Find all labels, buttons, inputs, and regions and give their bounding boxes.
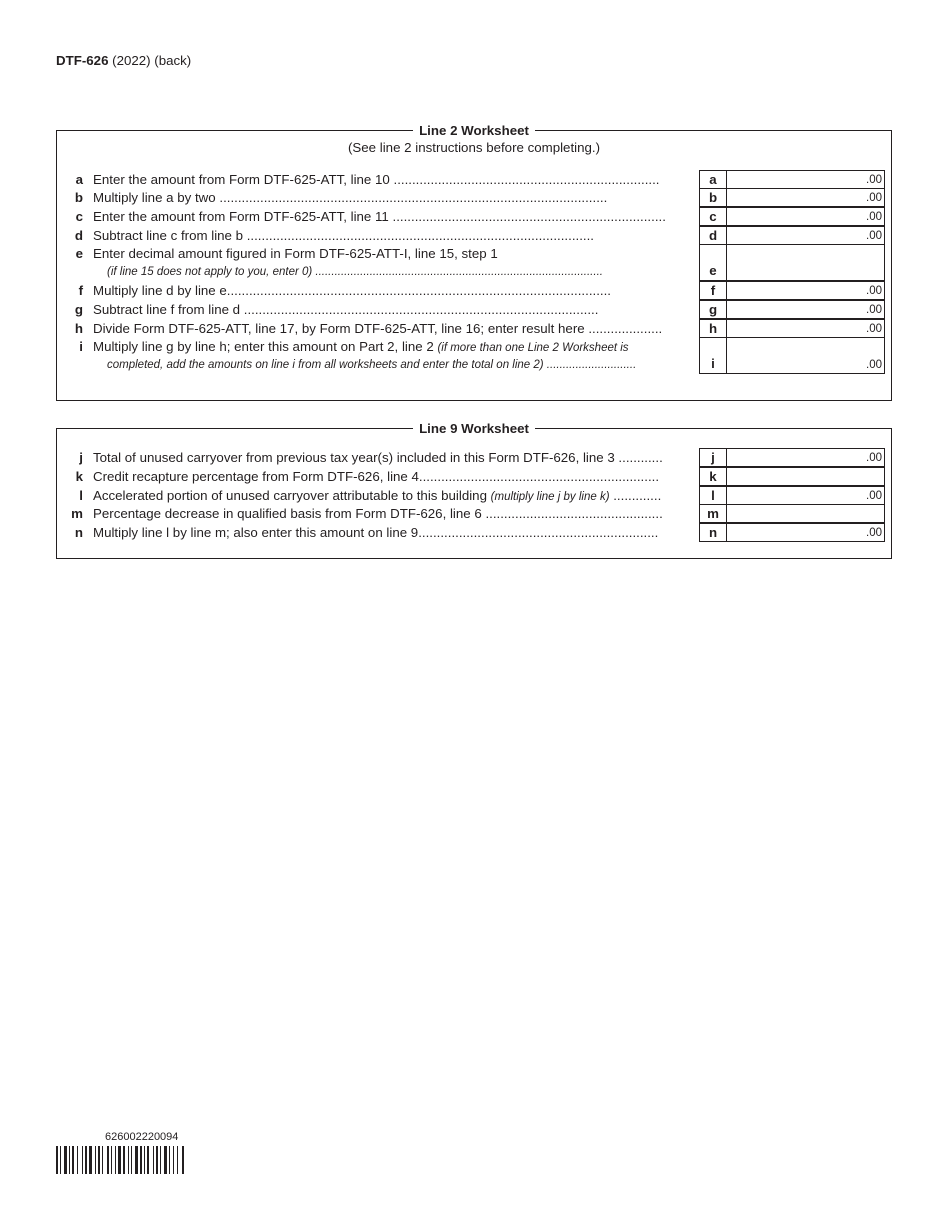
amount-field-e[interactable]: e bbox=[699, 244, 885, 281]
worksheet-row-h: h Divide Form DTF-625-ATT, line 17, by Form DTF-625-ATT, line 16; enter result here .................... h .00 bbox=[57, 319, 893, 338]
amount-field-m[interactable]: m bbox=[699, 504, 885, 523]
worksheet-row-g: g Subtract line f from line d ................................................................................................ g .00 bbox=[57, 300, 893, 319]
amount-field-l[interactable]: l .00 bbox=[699, 486, 885, 505]
worksheet-row-k: k Credit recapture percentage from Form DTF-626, line 4................................................................. k bbox=[57, 467, 893, 486]
form-year: (2022) (back) bbox=[108, 53, 192, 68]
worksheet-row-j: j Total of unused carryover from previous tax year(s) included in this Form DTF-626, line 3 ............ j .00 bbox=[57, 448, 893, 467]
line9-worksheet-title: Line 9 Worksheet bbox=[413, 421, 535, 436]
amount-field-b[interactable]: b .00 bbox=[699, 188, 885, 207]
amount-field-f[interactable]: f .00 bbox=[699, 281, 885, 300]
form-id: DTF-626 bbox=[56, 53, 109, 68]
worksheet-row-d: d Subtract line c from line b .............................................................................................. d .00 bbox=[57, 226, 893, 245]
worksheet-row-b: b Multiply line a by two ......................................................................................................... b .00 bbox=[57, 188, 893, 207]
worksheet-row-f: f Multiply line d by line e........................................................................................................ f .00 bbox=[57, 281, 893, 300]
worksheet-row-n: n Multiply line l by line m; also enter this amount on line 9................................................................. n .00 bbox=[57, 523, 893, 542]
amount-field-i[interactable]: i .00 bbox=[699, 337, 885, 374]
amount-field-g[interactable]: g .00 bbox=[699, 300, 885, 319]
amount-field-c[interactable]: c .00 bbox=[699, 207, 885, 226]
worksheet-row-c: c Enter the amount from Form DTF-625-ATT, line 11 .......................................................................... c .00 bbox=[57, 207, 893, 226]
worksheet-row-i: i Multiply line g by line h; enter this amount on Part 2, line 2 (if more than one Line 2 Worksheet is completed, add the amounts on line i from all worksheets and enter the total on line 2) ............................ i .00 bbox=[57, 337, 893, 375]
amount-field-a[interactable]: a .00 bbox=[699, 170, 885, 189]
line2-worksheet bbox=[56, 123, 892, 401]
amount-field-k[interactable]: k bbox=[699, 467, 885, 486]
amount-field-h[interactable]: h .00 bbox=[699, 319, 885, 338]
worksheet-row-m: m Percentage decrease in qualified basis from Form DTF-626, line 6 ................................................ m bbox=[57, 504, 893, 523]
worksheet-row-l: l Accelerated portion of unused carryover attributable to this building (multiply line j by line k) ............. l .00 bbox=[57, 486, 893, 505]
barcode bbox=[56, 1146, 238, 1174]
amount-field-j[interactable]: j .00 bbox=[699, 448, 885, 467]
line2-worksheet-title: Line 2 Worksheet bbox=[413, 123, 535, 138]
amount-field-d[interactable]: d .00 bbox=[699, 226, 885, 245]
line2-worksheet-subtitle: (See line 2 instructions before completing.) bbox=[347, 140, 601, 155]
worksheet-row-a: a Enter the amount from Form DTF-625-ATT, line 10 ........................................................................ a .00 bbox=[57, 170, 893, 189]
barcode-number: 626002220094 bbox=[105, 1131, 179, 1143]
line9-worksheet bbox=[56, 421, 892, 559]
form-header bbox=[56, 53, 191, 68]
amount-field-n[interactable]: n .00 bbox=[699, 523, 885, 542]
worksheet-row-e: e Enter decimal amount figured in Form DTF-625-ATT-I, line 15, step 1 (if line 15 does not apply to you, enter 0) .......................................................................................... e bbox=[57, 244, 893, 282]
